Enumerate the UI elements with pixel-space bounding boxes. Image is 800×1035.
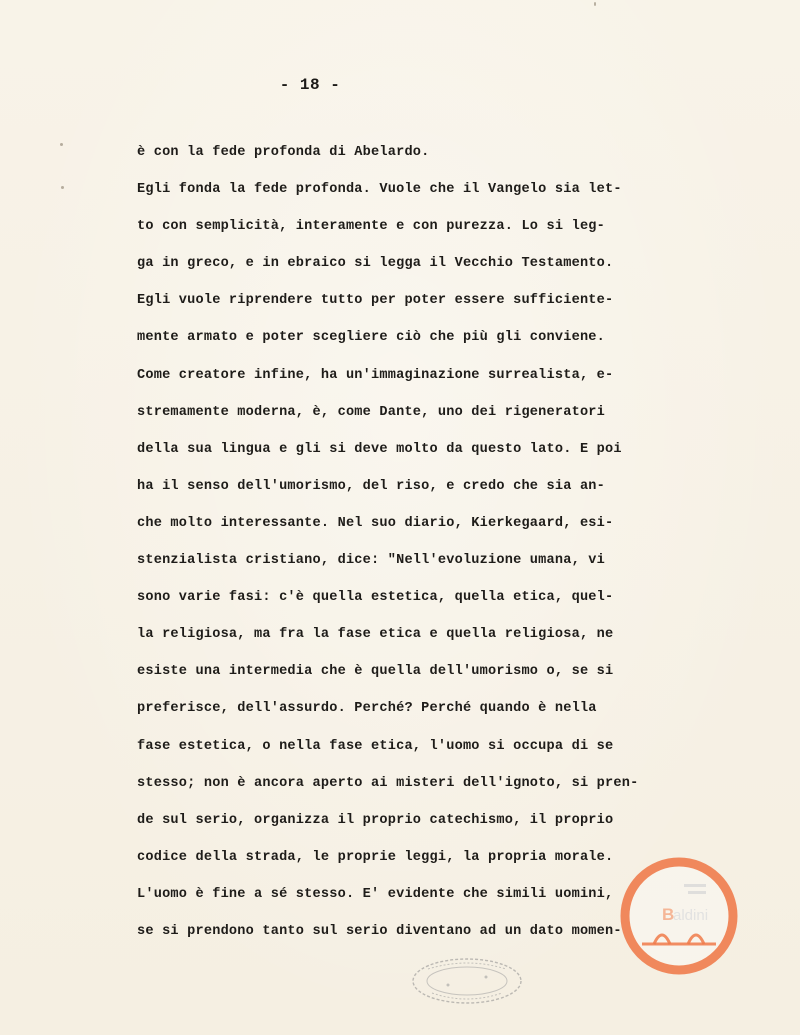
text-line: esiste una intermedia che è quella dell'umorismo o, se si <box>137 664 614 680</box>
text-line: codice della strada, le proprie leggi, la propria morale. <box>137 849 614 865</box>
text-line: mente armato e poter scegliere ciò che più gli conviene. <box>137 330 606 346</box>
svg-text:aldini: aldini <box>673 907 709 924</box>
text-line: sono varie fasi: c'è quella estetica, quella etica, quel- <box>137 590 614 606</box>
text-line: è con la fede profonda di Abelardo. <box>137 145 430 160</box>
typewritten-text <box>137 142 737 958</box>
paper-speck <box>61 186 64 189</box>
text-line: la religiosa, ma fra la fase etica e quella religiosa, ne <box>137 627 614 643</box>
text-line: de sul serio, organizza il proprio catechismo, il proprio <box>137 812 614 828</box>
text-line: ga in greco, e in ebraico si legga il Vecchio Testamento. <box>137 256 614 272</box>
paper-speck <box>60 143 63 146</box>
text-line: to con semplicità, interamente e con purezza. Lo si leg- <box>137 219 606 235</box>
text-line: stremamente moderna, è, come Dante, uno dei rigeneratori <box>137 404 606 420</box>
text-line: che molto interessante. Nel suo diario, Kierkegaard, esi- <box>137 515 614 531</box>
archive-stamp-icon <box>408 955 526 1007</box>
text-line: stenzialista cristiano, dice: "Nell'evoluzione umana, vi <box>137 553 606 569</box>
text-line: ha il senso dell'umorismo, del riso, e credo che sia an- <box>137 478 606 494</box>
text-line: Egli vuole riprendere tutto per poter essere sufficiente- <box>137 293 614 309</box>
baldini-logo-icon <box>612 854 746 978</box>
page-number: - 18 - <box>279 76 341 94</box>
text-line: L'uomo è fine a sé stesso. E' evidente che simili uomini, <box>137 886 614 902</box>
paper-speck <box>594 2 596 6</box>
text-line: fase estetica, o nella fase etica, l'uomo si occupa di se <box>137 738 614 754</box>
text-line: se si prendono tanto sul serio diventano ad un dato momen- <box>137 923 622 939</box>
text-line: della sua lingua e gli si deve molto da questo lato. E poi <box>137 441 622 457</box>
svg-text:B: B <box>662 905 675 924</box>
text-line: stesso; non è ancora aperto ai misteri dell'ignoto, si pren- <box>137 775 639 791</box>
text-line: preferisce, dell'assurdo. Perché? Perché quando è nella <box>137 701 597 717</box>
text-line: Come creatore infine, ha un'immaginazione surrealista, e- <box>137 367 614 383</box>
text-line: Egli fonda la fede profonda. Vuole che il Vangelo sia let- <box>137 182 622 198</box>
